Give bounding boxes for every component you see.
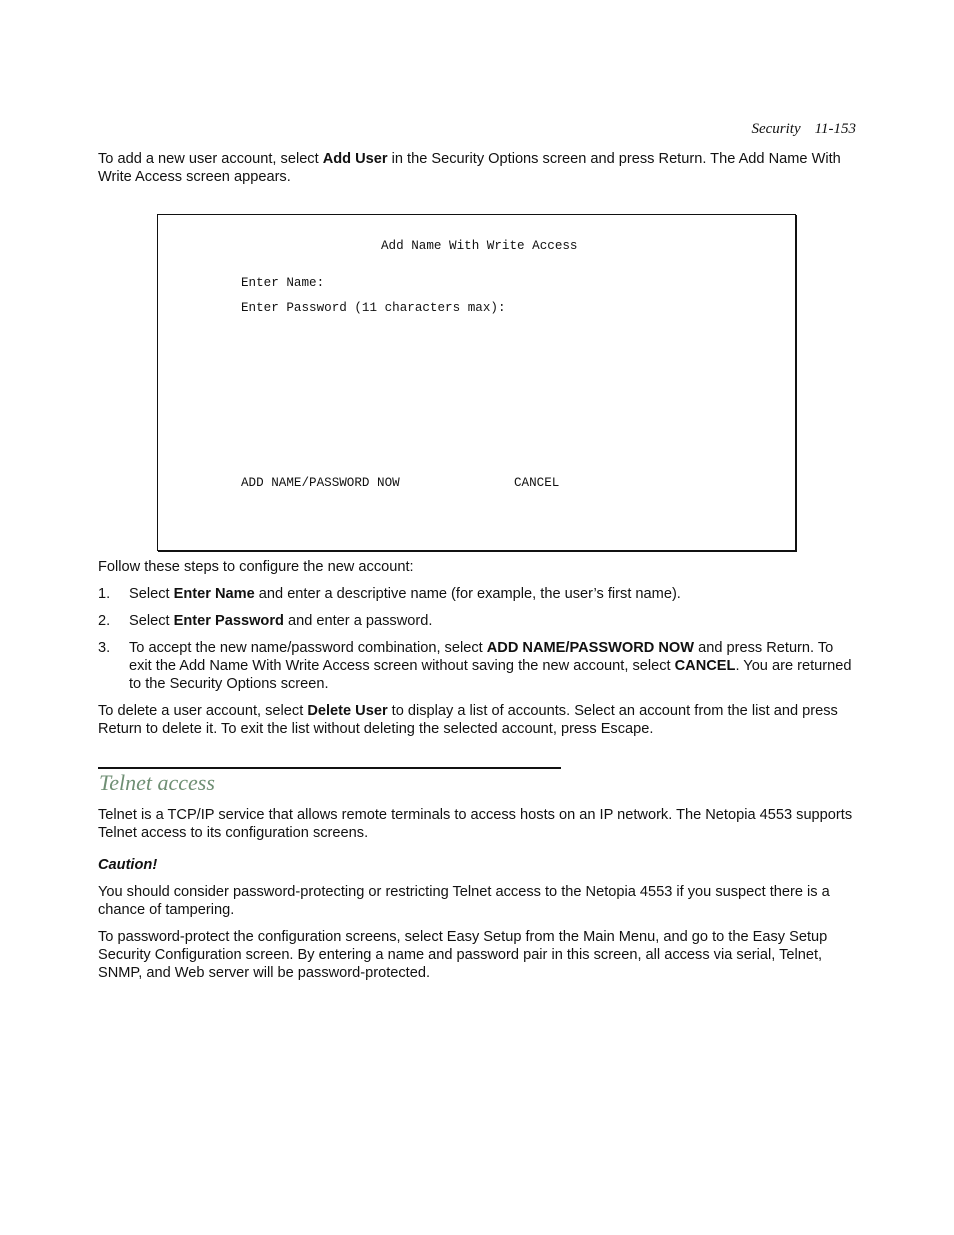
cancel-button[interactable]: CANCEL <box>514 476 560 490</box>
step-number: 3. <box>98 640 111 656</box>
telnet-paragraph: Telnet is a TCP/IP service that allows remote terminals to access hosts on an IP network. The Netopia 4553 supports Telnet access to its configuration screens. <box>98 807 853 841</box>
list-item <box>98 612 858 630</box>
caution-paragraph: You should consider password-protecting or restricting Telnet access to the Netopia 4553 if you suspect there is a chance of tampering. <box>98 884 830 918</box>
step-text: Select <box>129 613 174 629</box>
header-section: Security <box>751 121 801 137</box>
delete-text: To delete a user account, select <box>98 703 308 719</box>
enter-password-field[interactable]: Enter Password (11 characters max): <box>241 301 506 315</box>
list-item <box>98 585 858 603</box>
section-title: Telnet access <box>99 770 215 795</box>
add-name-password-button[interactable]: ADD NAME/PASSWORD NOW <box>241 476 400 490</box>
step-text: . You are returned to the Security Options screen. <box>129 658 852 692</box>
list-item <box>98 639 858 693</box>
intro-paragraph <box>98 150 858 186</box>
follow-steps-text: Follow these steps to configure the new account: <box>98 559 414 575</box>
step-bold: Enter Password <box>173 613 284 629</box>
intro-text-2: in the Security Options screen and press Return. The Add Name With Write Access screen appears. <box>98 151 841 185</box>
section-divider <box>98 767 561 769</box>
terminal-screen <box>157 214 796 551</box>
intro-text: To add a new user account, select <box>98 151 323 167</box>
delete-bold: Delete User <box>307 703 388 719</box>
delete-text-2: to display a list of accounts. Select an account from the list and press Return to delete it. To exit the list without deleting the selected account, press Escape. <box>98 703 838 737</box>
step-text: To accept the new name/password combination, select <box>129 640 487 656</box>
step-text: and enter a password. <box>283 613 433 629</box>
step-number: 1. <box>98 586 111 602</box>
running-header <box>751 120 856 138</box>
step-bold: CANCEL <box>674 658 736 674</box>
step-text: Select <box>129 586 174 602</box>
step-text: and enter a descriptive name (for example, the user’s first name). <box>254 586 681 602</box>
screen-title: Add Name With Write Access <box>381 239 578 253</box>
step-bold: Enter Name <box>173 586 255 602</box>
page-number: 11-153 <box>814 121 856 137</box>
intro-bold: Add User <box>322 151 388 167</box>
enter-name-field[interactable]: Enter Name: <box>241 276 325 290</box>
step-text: and press Return. To exit the Add Name With Write Access screen without saving the new account, select <box>129 640 834 674</box>
step-number: 2. <box>98 613 111 629</box>
caution-heading: Caution! <box>98 857 158 873</box>
delete-paragraph <box>98 702 858 738</box>
steps-list <box>98 585 858 702</box>
step-bold: ADD NAME/PASSWORD NOW <box>486 640 695 656</box>
password-protect-paragraph: To password-protect the configuration screens, select Easy Setup from the Main Menu, and go to the Easy Setup Security Configuration screen. By entering a name and password pair in this screen, all access via serial, Telnet, SNMP, and Web server will be password-protected. <box>98 929 828 981</box>
